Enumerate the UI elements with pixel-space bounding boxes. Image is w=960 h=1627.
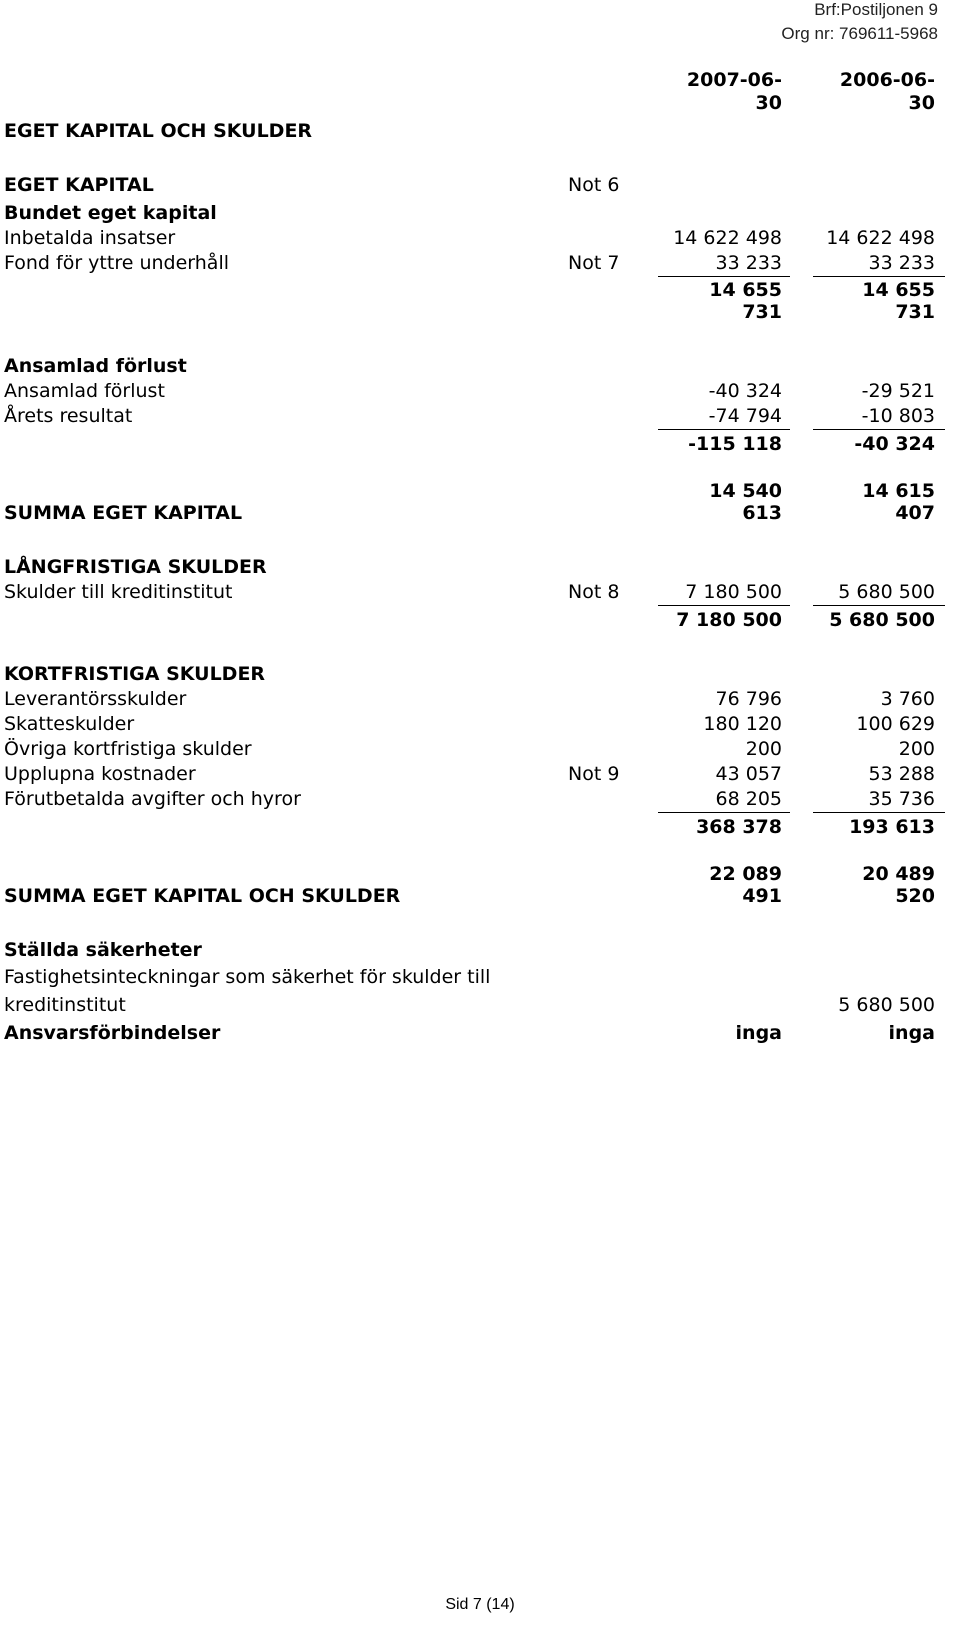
row-value-2006: 35 736: [868, 788, 935, 810]
row-label: Förutbetalda avgifter och hyror: [4, 788, 301, 810]
total-2007-line1: 14 540: [709, 480, 782, 502]
row-label: Inbetalda insatser: [4, 227, 176, 249]
row-label: Skulder till kreditinstitut: [4, 581, 233, 603]
row-label: Leverantörsskulder: [4, 688, 187, 710]
row-value-2006: 100 629: [856, 713, 935, 735]
row-label: Övriga kortfristiga skulder: [4, 738, 252, 760]
subsection-heading: Bundet eget kapital: [4, 202, 217, 224]
page-title: EGET KAPITAL OCH SKULDER: [4, 120, 313, 142]
note-ref: Not 8: [568, 581, 620, 603]
row-label: Upplupna kostnader: [4, 763, 196, 785]
section-heading-kortfristiga: KORTFRISTIGA SKULDER: [4, 663, 266, 685]
subtotal-2007: -115 118: [688, 433, 782, 455]
row-value-2007: 7 180 500: [685, 581, 782, 603]
grand-total-2006-line1: 20 489: [862, 863, 935, 885]
note-ref: Not 9: [568, 763, 620, 785]
ansvar-value-2007: inga: [735, 1022, 782, 1044]
page-number: Sid 7 (14): [445, 1596, 515, 1613]
row-value-2007: 43 057: [715, 763, 782, 785]
col-2006-header-line1: 2006-06-: [839, 69, 935, 91]
row-value-2006: 200: [898, 738, 935, 760]
subtotal-2007-line1: 14 655: [709, 279, 782, 301]
grand-total-label: SUMMA EGET KAPITAL OCH SKULDER: [4, 885, 401, 907]
row-value-2007: 68 205: [715, 788, 782, 810]
row-label: Årets resultat: [4, 405, 133, 427]
note-ref: Not 6: [568, 174, 620, 196]
row-value-2007: -40 324: [708, 380, 782, 402]
row-label: Ansamlad förlust: [4, 380, 165, 402]
subtotal-2006: -40 324: [854, 433, 935, 455]
underline: [658, 429, 790, 430]
total-2006-line1: 14 615: [862, 480, 935, 502]
underline: [658, 605, 790, 606]
row-value-2006: -29 521: [861, 380, 935, 402]
underline: [813, 429, 945, 430]
org-number: Org nr: 769611-5968: [781, 24, 938, 43]
total-2006-line2: 407: [895, 502, 935, 524]
subtotal-2007-line2: 731: [742, 301, 782, 323]
section-heading-langfristiga: LÅNGFRISTIGA SKULDER: [4, 556, 267, 578]
stallda-label-line2: kreditinstitut: [4, 994, 126, 1016]
row-value-2007: 76 796: [715, 688, 782, 710]
section-heading-ansamlad: Ansamlad förlust: [4, 355, 187, 377]
underline: [813, 276, 945, 277]
total-label: SUMMA EGET KAPITAL: [4, 502, 243, 524]
section-heading-eget-kapital: EGET KAPITAL: [4, 174, 154, 196]
row-value-2007: -74 794: [708, 405, 782, 427]
company-name: Brf:Postiljonen 9: [814, 0, 938, 19]
subtotal-2006-line2: 731: [895, 301, 935, 323]
col-2007-header-line2: 30: [755, 92, 782, 114]
subtotal-2006-line1: 14 655: [862, 279, 935, 301]
grand-total-2006-line2: 520: [895, 885, 935, 907]
underline: [813, 812, 945, 813]
row-value-2007: 14 622 498: [673, 227, 782, 249]
subtotal-2007: 368 378: [696, 816, 782, 838]
ansvar-value-2006: inga: [888, 1022, 935, 1044]
underline: [658, 812, 790, 813]
row-value-2006: -10 803: [861, 405, 935, 427]
underline: [658, 276, 790, 277]
subtotal-2006: 5 680 500: [829, 609, 935, 631]
row-label: Skatteskulder: [4, 713, 135, 735]
underline: [813, 605, 945, 606]
row-value-2006: 53 288: [868, 763, 935, 785]
row-label: Fond för yttre underhåll: [4, 252, 230, 274]
total-2007-line2: 613: [742, 502, 782, 524]
ansvar-label: Ansvarsförbindelser: [4, 1022, 221, 1044]
col-2007-header-line1: 2007-06-: [686, 69, 782, 91]
grand-total-2007-line1: 22 089: [709, 863, 782, 885]
grand-total-2007-line2: 491: [742, 885, 782, 907]
row-value-2006: 33 233: [868, 252, 935, 274]
row-value-2007: 180 120: [703, 713, 782, 735]
col-2006-header-line2: 30: [908, 92, 935, 114]
stallda-label-line1: Fastighetsinteckningar som säkerhet för skulder till: [4, 966, 491, 988]
row-value-2007: 200: [745, 738, 782, 760]
section-heading-stallda: Ställda säkerheter: [4, 939, 202, 961]
subtotal-2006: 193 613: [849, 816, 935, 838]
stallda-value-2006: 5 680 500: [838, 994, 935, 1016]
row-value-2006: 5 680 500: [838, 581, 935, 603]
row-value-2006: 14 622 498: [826, 227, 935, 249]
row-value-2006: 3 760: [880, 688, 935, 710]
subtotal-2007: 7 180 500: [676, 609, 782, 631]
note-ref: Not 7: [568, 252, 620, 274]
row-value-2007: 33 233: [715, 252, 782, 274]
